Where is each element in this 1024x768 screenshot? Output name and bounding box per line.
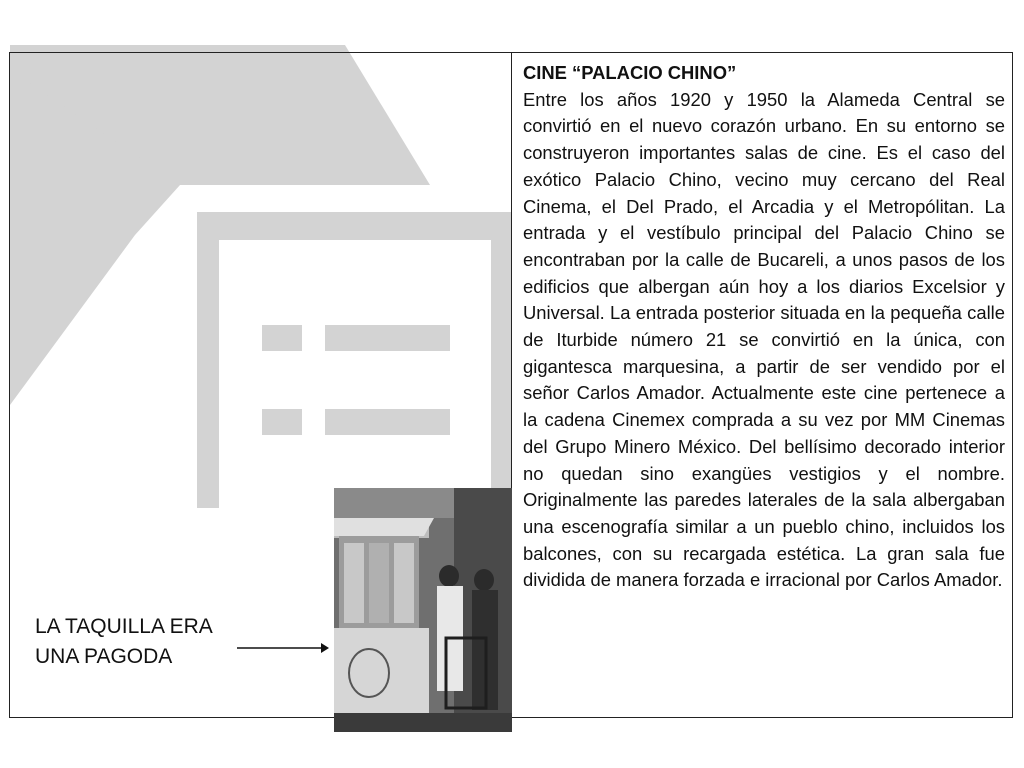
arrow-right-icon xyxy=(237,640,329,656)
article-body: Entre los años 1920 y 1950 la Alameda Central se convirtió en el nuevo corazón urbano. En su entorno se construyeron importantes salas de cine. Es el caso del exótico Palacio Chino, vecino muy cercano del Real Cinema, el Del Prado, el Arcadia y el Metropólitan. La entrada y el vestíbulo principal del Palacio Chino se encontraban por la calle de Bucareli, a unos pasos de los edificios que albergan aún hoy a los diarios Excelsior y Universal. La entrada posterior situada en la pequeña calle de Iturbide número 21 se convirtió en la única, con gigantesca marquesina, a partir de ser vendido por el señor Carlos Amador. Actualmente este cine pertenece a la cadena Cinemex comprada a su vez por MM Cinemas del Grupo Minero México. Del bellísimo decorado interior no quedan sino exangües vestigios y el nombre. Originalmente las paredes laterales de la sala albergaban una escenografía similar a un pueblo chino, incluidos los balcones, con su recargada estética. La gran sala fue dividida de manera forzada e irracional por Carlos Amador. xyxy=(523,88,1005,591)
caption-line-1: LA TAQUILLA ERA xyxy=(35,615,213,638)
article-title: CINE “PALACIO CHINO” xyxy=(523,62,737,83)
article-text xyxy=(523,60,1005,594)
ticket-booth-photo xyxy=(334,488,512,732)
caption-line-2: UNA PAGODA xyxy=(35,645,173,668)
